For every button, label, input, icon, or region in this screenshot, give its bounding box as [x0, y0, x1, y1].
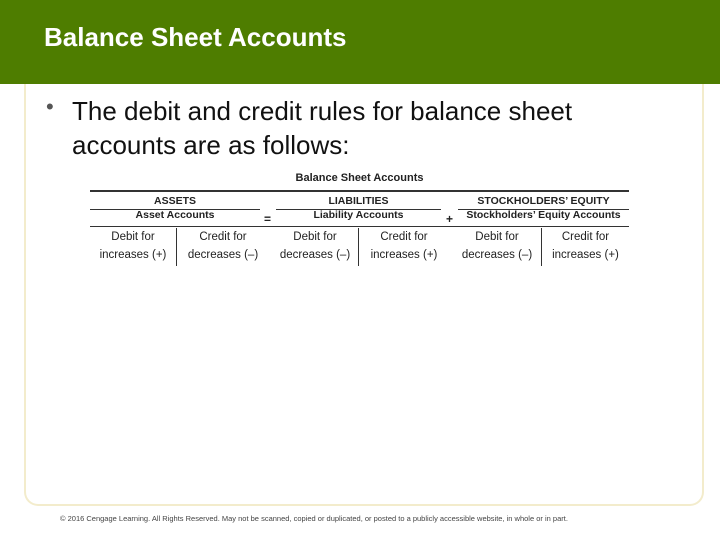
equity-accounts-label: Stockholders’ Equity Accounts	[466, 209, 621, 221]
rule-cell	[454, 228, 540, 266]
t-account-divider	[541, 228, 542, 266]
rule-line-1: Credit for	[561, 231, 610, 243]
rule-line-1: Debit for	[293, 231, 337, 243]
t-account-divider	[176, 228, 177, 266]
rule-line-2: increases (+)	[99, 249, 167, 261]
rule-cell	[272, 228, 358, 266]
liabilities-category-label: LIABILITIES	[328, 195, 389, 207]
rule-line-1: Credit for	[380, 231, 428, 243]
equity-divider	[458, 209, 629, 210]
rule-cell	[542, 228, 629, 266]
rule-cell	[358, 228, 450, 266]
rule-cell	[90, 228, 176, 266]
equals-sign: =	[264, 212, 272, 226]
rule-line-1: Credit for	[199, 231, 247, 243]
bullet-text: The debit and credit rules for balance sheet accounts are as follows:	[72, 96, 573, 160]
rule-line-2: decreases (–)	[187, 249, 259, 261]
account-groups-row	[90, 192, 629, 227]
liabilities-group	[276, 194, 441, 222]
rule-line-2: decreases (–)	[461, 249, 533, 261]
rules-row	[90, 228, 629, 268]
equity-category-label: STOCKHOLDERS’ EQUITY	[477, 195, 610, 207]
t-account-divider	[358, 228, 359, 266]
rule-line-2: decreases (–)	[279, 249, 351, 261]
figure-heading: Balance Sheet Accounts	[90, 168, 629, 192]
slide-title: Balance Sheet Accounts	[44, 22, 347, 52]
balance-sheet-accounts-figure	[90, 168, 629, 268]
copyright-footer: © 2016 Cengage Learning. All Rights Reserved. May not be scanned, copied or duplicated, or posted to a publicly accessible website, in whole or in part.	[60, 514, 568, 523]
assets-accounts-label: Asset Accounts	[135, 209, 215, 221]
bullet-icon: •	[46, 94, 54, 119]
equity-group	[458, 194, 629, 222]
rule-line-2: increases (+)	[552, 249, 619, 261]
rule-cell	[176, 228, 270, 266]
rule-line-1: Debit for	[111, 231, 155, 243]
liabilities-accounts-label: Liability Accounts	[313, 209, 404, 221]
rule-line-1: Debit for	[475, 231, 519, 243]
title-bar	[0, 0, 720, 84]
plus-sign: +	[446, 212, 454, 226]
rule-line-2: increases (+)	[370, 249, 438, 261]
assets-divider	[90, 209, 260, 210]
liabilities-divider	[276, 209, 441, 210]
assets-category-label: ASSETS	[153, 195, 196, 207]
assets-group	[90, 194, 260, 222]
